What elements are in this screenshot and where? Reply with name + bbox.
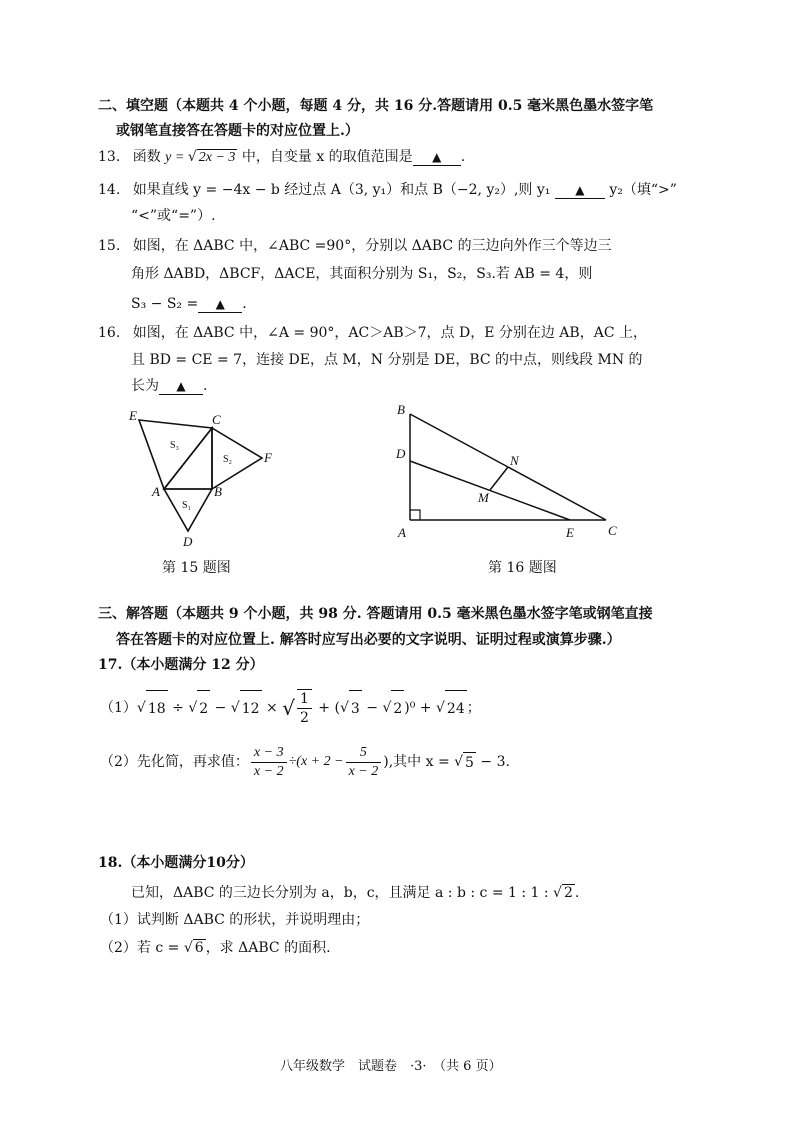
q13-post: 中，自变量 x 的取值范围是: [241, 149, 413, 165]
q13-end: .: [460, 149, 466, 165]
q17-p2-radical: 5: [463, 752, 476, 773]
fig16-segment-de: [410, 461, 570, 520]
fig16-label-m: M: [478, 490, 489, 505]
q17-p2-f2-num: 5: [346, 744, 382, 763]
q17-p1-minus: −: [210, 700, 231, 716]
fig16-label-b: B: [397, 402, 405, 417]
q14-line1-after: y₂（填“>”: [609, 182, 677, 198]
fig15-label-f: F: [264, 450, 272, 465]
fig15-caption: 第 15 题图: [162, 560, 231, 576]
q17-p2-label: （2）先化简，再求值：: [100, 754, 249, 770]
q17-p2-fraction-2: [346, 744, 382, 781]
q17-p1-label: （1）: [100, 700, 137, 716]
fig15-triangle-bcf: [212, 428, 262, 489]
q14-answer-blank: ▲: [555, 182, 605, 199]
fig15-label-s1: S₁: [182, 500, 192, 511]
question-16-line1: [98, 323, 647, 343]
q17-p1-div: ÷: [167, 700, 189, 716]
q17-p2-f1-num: x − 3: [251, 744, 287, 763]
fig15-label-c: C: [212, 412, 221, 427]
fig16-label-d: D: [396, 446, 406, 461]
q17-p1-radical-6: 24: [445, 690, 467, 727]
fig15-label-a: A: [152, 484, 160, 499]
sqrt-sign: √: [188, 700, 198, 716]
q17-part2: [100, 740, 510, 784]
sqrt-sign: √: [136, 700, 146, 716]
fig16-right-angle-mark: [410, 510, 420, 520]
fig16-segment-mn: [490, 467, 508, 490]
sqrt-sign: √: [339, 700, 349, 716]
q16-prefix: 长为: [131, 378, 159, 394]
q17-p1-radical-5: 2: [391, 690, 404, 727]
q17-p1-radical-1: 18: [146, 690, 168, 727]
q13-func: y =: [165, 150, 188, 165]
fig16-label-n: N: [510, 453, 519, 468]
section2-heading-line1: 二、填空题（本题共 4 个小题，每题 4 分，共 16 分.答题请用 0.5 毫米黑色墨水签字笔: [98, 98, 654, 114]
fig15-label-d: D: [183, 534, 193, 549]
q18-title: 18.（本小题满分10分）: [98, 855, 254, 871]
section3-heading-line1: 三、解答题（本题共 9 个小题，共 98 分. 答题请用 0.5 毫米黑色墨水签字笔或钢笔直接: [98, 606, 653, 622]
q16-line3: [131, 376, 207, 396]
fig16-label-c: C: [608, 523, 617, 538]
fig16-label-e: E: [566, 525, 574, 540]
sqrt-sign: √: [382, 700, 392, 716]
q14-number: 14.: [98, 182, 121, 198]
q18-line3: [100, 938, 331, 958]
question-15-line1: [98, 236, 612, 256]
q17-p1-fraction: [297, 689, 312, 727]
q16-line1: 如图，在 ΔABC 中，∠A = 90°，AC＞AB＞7，点 D，E 分别在边 AB，AC 上，: [132, 325, 647, 341]
q13-radicand: 2x − 3: [198, 150, 236, 165]
sqrt-sign: √: [454, 754, 464, 770]
sqrt-sign: √: [187, 149, 197, 165]
sqrt-sign: √: [183, 940, 193, 956]
figure-16: [390, 400, 630, 545]
fig15-label-e: E: [129, 408, 137, 423]
q15-number: 15.: [98, 238, 121, 254]
q14-line2: “<”或“=”）.: [131, 208, 216, 224]
q18-line1-text: 已知，ΔABC 的三边长分别为 a，b，c，且满足 a : b : c = 1 : 1 :: [131, 885, 554, 901]
q15-line2: 角形 ΔABD，ΔBCF，ΔACE，其面积分别为 S₁，S₂，S₃.若 AB = 4，则: [131, 266, 593, 282]
q17-part1: [100, 688, 481, 728]
section2-heading-line2: 或钢笔直接答在答题卡的对应位置上.）: [116, 123, 359, 139]
q16-answer-blank: ▲: [159, 378, 203, 395]
q17-p1-end: ；: [466, 700, 481, 716]
q18-line3-end: ，求 ΔABC 的面积.: [205, 940, 331, 956]
q14-line1: 如果直线 y = −4x − b 经过点 A（3, y₁）和点 B（−2, y₂）,则 y₁: [132, 182, 551, 198]
q13-number: 13.: [98, 149, 121, 165]
q17-p1-frac-num: 1: [297, 690, 312, 709]
q18-line1-end: .: [574, 885, 580, 901]
q15-expression: S₃ − S₂ =: [131, 296, 199, 312]
q15-answer-blank: ▲: [198, 296, 242, 313]
q17-p1-times: ×: [261, 700, 283, 716]
q13-answer-blank: ▲: [413, 149, 461, 166]
q17-p1-minus2: −: [361, 700, 383, 716]
q17-p2-close: ),其中 x =: [383, 754, 455, 770]
fig15-triangle-ace: [139, 420, 212, 489]
fig15-label-b: B: [214, 484, 222, 499]
q15-end: .: [242, 296, 247, 312]
question-13: [98, 147, 465, 168]
fig16-label-a: A: [398, 525, 406, 540]
q17-p2-end: − 3.: [475, 754, 510, 770]
q17-p1-radical-4: 3: [349, 690, 362, 727]
q17-p2-mid: ÷(x + 2 −: [288, 754, 344, 769]
sqrt-sign: √: [230, 700, 240, 716]
fig16-caption: 第 16 题图: [488, 560, 557, 576]
section3-heading-line2: 答在答题卡的对应位置上. 解答时应写出必要的文字说明、证明过程或演算步骤.）: [116, 632, 621, 648]
q16-end: .: [203, 378, 208, 394]
q15-line3: [131, 294, 247, 314]
sqrt-sign: √: [436, 700, 445, 716]
figure-15: [120, 400, 290, 550]
q16-number: 16.: [98, 325, 121, 341]
q17-p1-close: )⁰ +: [404, 700, 436, 716]
q18-line2: （1）试判断 ΔABC 的形状，并说明理由；: [100, 912, 370, 928]
page-footer: 八年级数学 试题卷 ·3· （共 6 页）: [280, 1059, 502, 1074]
q17-p2-f2-den: x − 2: [348, 763, 379, 779]
q17-p2-f1-den: x − 2: [253, 763, 284, 779]
q17-p1-radical-3: 12: [240, 690, 262, 727]
q17-p1-frac-den: 2: [299, 710, 309, 726]
fig15-label-s3: S₃: [170, 440, 180, 451]
q18-line3-radical: 6: [194, 940, 204, 956]
q17-p1-radical-2: 2: [197, 690, 210, 727]
q17-p1-plus: + (: [313, 700, 340, 716]
q16-line2: 且 BD = CE = 7，连接 DE，点 M，N 分别是 DE，BC 的中点，则线段 MN 的: [131, 352, 643, 368]
sqrt-sign: √: [282, 696, 295, 720]
q18-line3-text: （2）若 c =: [100, 940, 184, 956]
q17-title: 17.（本小题满分 12 分）: [98, 657, 264, 673]
sqrt-sign: √: [553, 885, 562, 901]
fig15-label-s2: S₂: [223, 454, 233, 465]
q18-line1-radical: 2: [563, 885, 573, 901]
q18-line1: [131, 883, 579, 903]
q13-pre: 函数: [132, 149, 161, 165]
q17-p2-fraction-1: [251, 744, 287, 781]
q15-line1: 如图，在 ΔABC 中，∠ABC =90°，分别以 ΔABC 的三边向外作三个等边三: [132, 238, 612, 254]
question-14-line1: [98, 180, 677, 200]
